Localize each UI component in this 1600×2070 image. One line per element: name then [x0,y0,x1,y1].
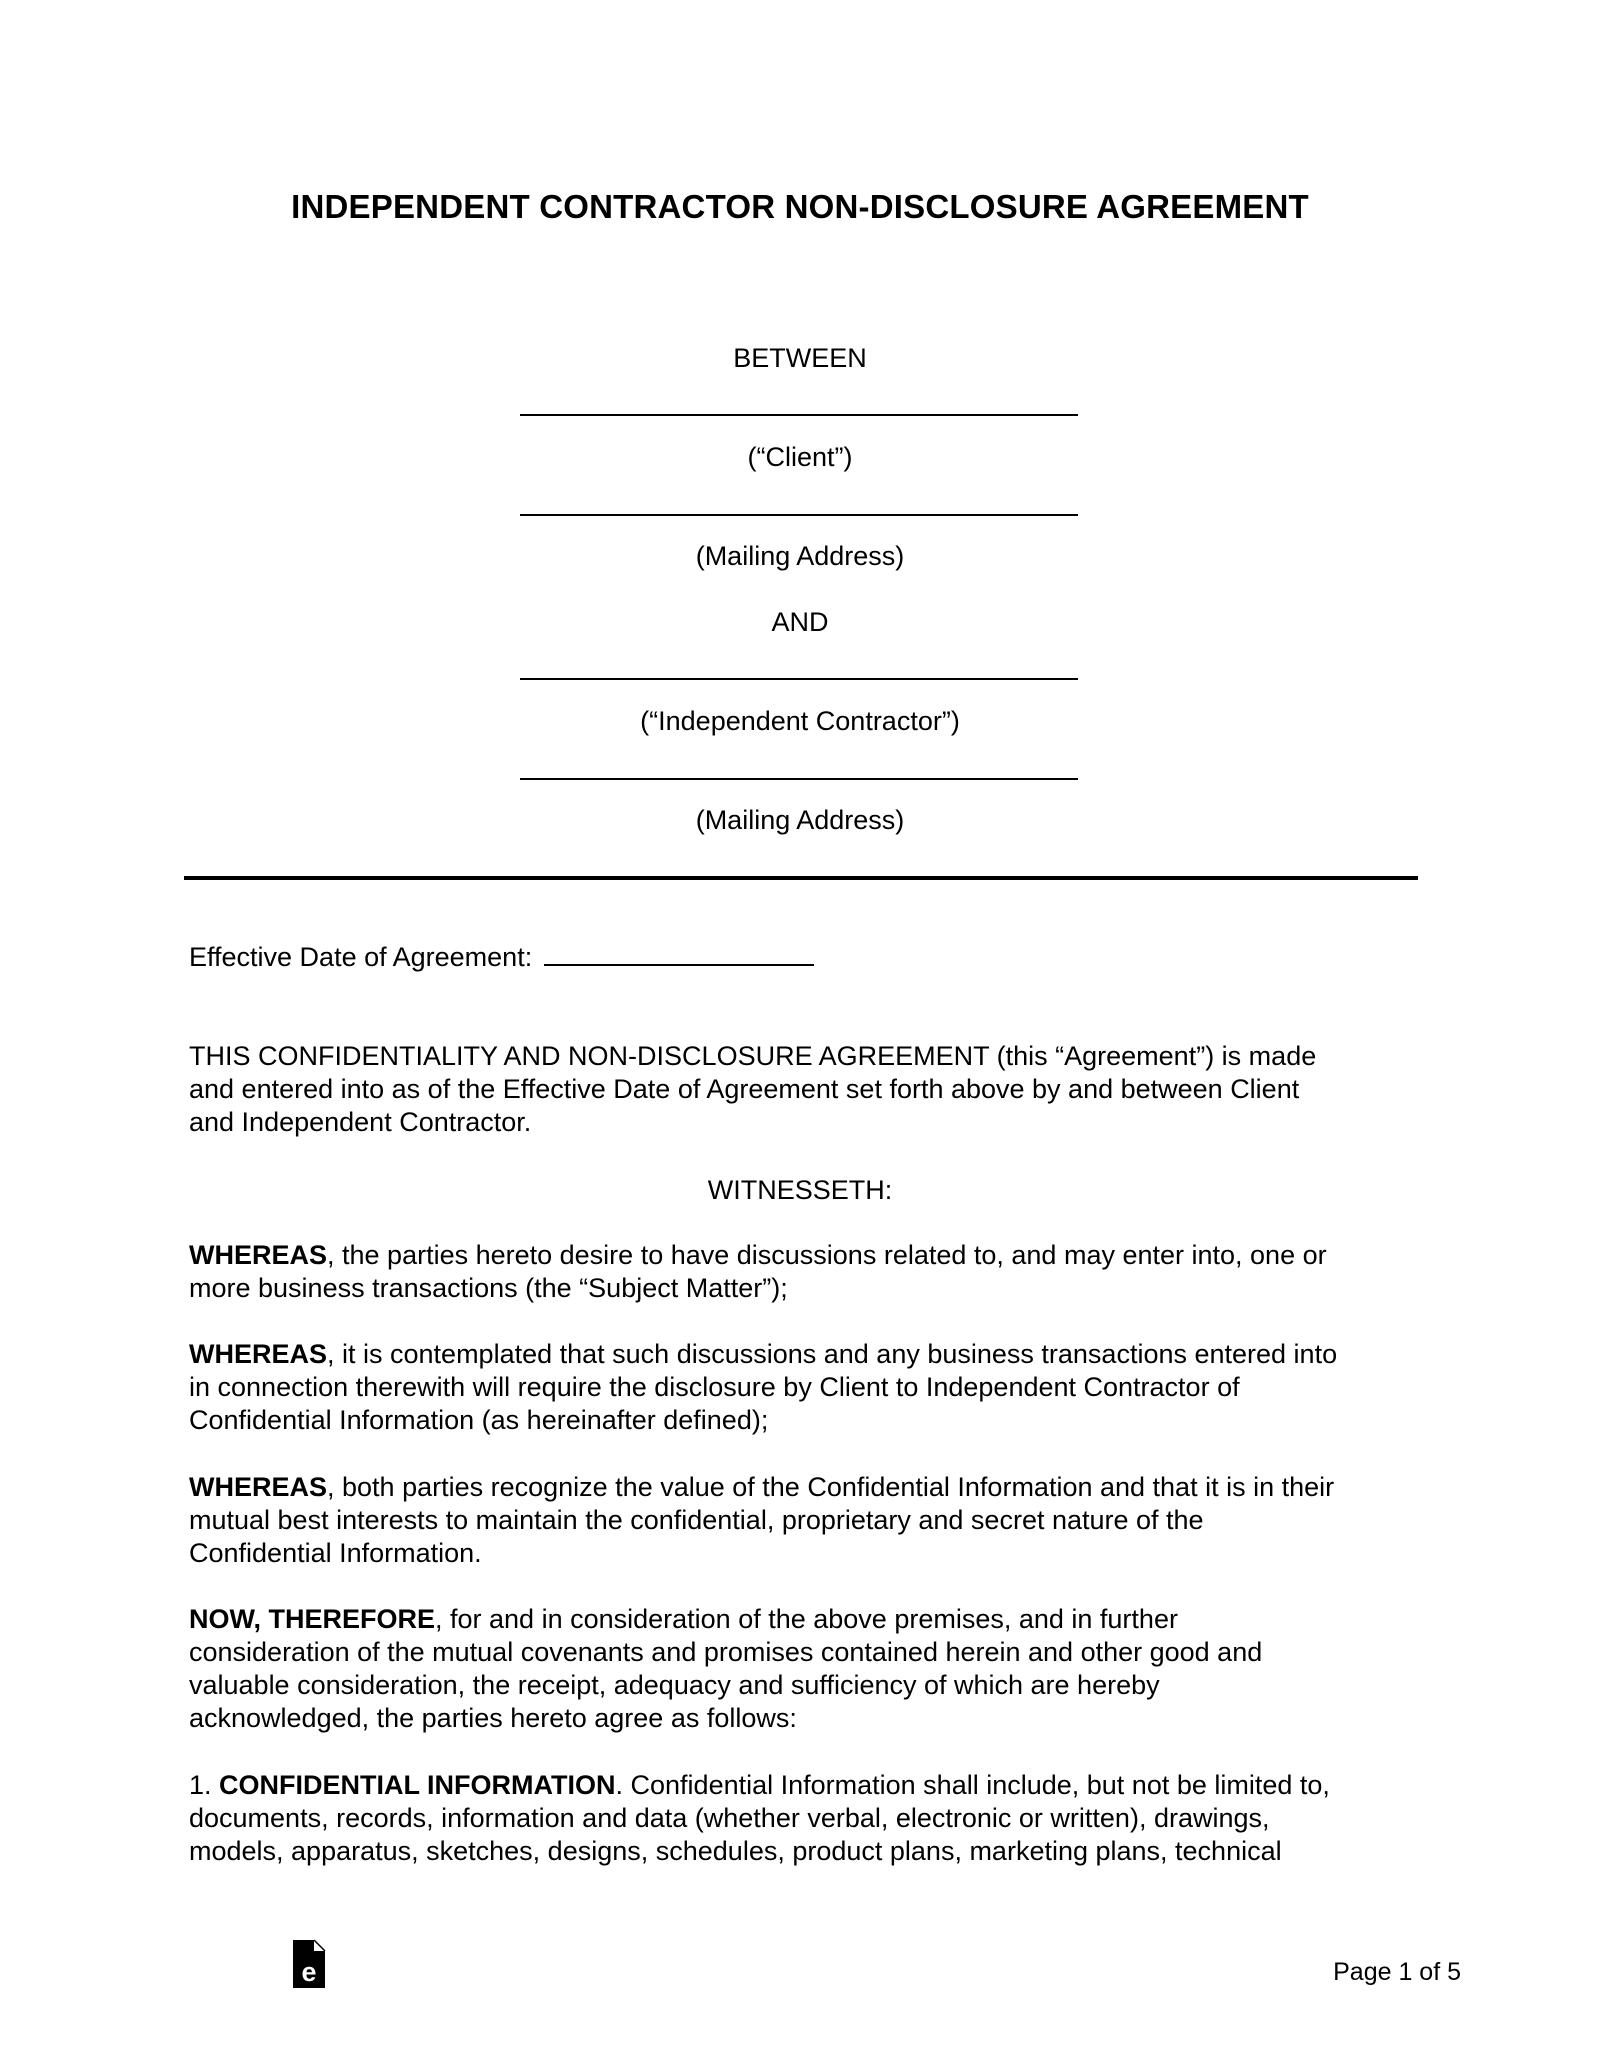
paragraph-line [189,1338,1429,1371]
paragraph-line [189,1239,1429,1272]
effective-date-label: Effective Date of Agreement: [189,942,533,972]
paragraph-text: , it is contemplated that such discussions and any business transactions entered into [327,1339,1338,1369]
effective-date-row [189,941,1429,974]
therefore-paragraph [189,1603,1429,1735]
paragraph-text: , the parties hereto desire to have discussions related to, and may enter into, one or [327,1240,1327,1270]
therefore-keyword: NOW, THEREFORE [189,1604,436,1634]
client-name-blank[interactable] [520,414,1078,416]
section-divider [184,876,1418,880]
whereas-paragraph-1 [189,1239,1429,1305]
section-1-paragraph [189,1769,1429,1868]
intro-line: THIS CONFIDENTIALITY AND NON-DISCLOSURE AGREEMENT (this “Agreement”) is made [189,1041,1317,1071]
paragraph-text: , both parties recognize the value of the Confidential Information and that it is in their [327,1472,1335,1502]
paragraph-text: . Confidential Information shall include, but not be limited to, [615,1770,1330,1800]
paragraph-line: consideration of the mutual covenants and promises contained herein and other good and [189,1637,1263,1667]
whereas-keyword: WHEREAS [189,1240,328,1270]
svg-text:e: e [301,1957,317,1987]
paragraph-line [189,1603,1429,1636]
document-title: INDEPENDENT CONTRACTOR NON-DISCLOSURE AGREEMENT [291,188,1309,225]
paragraph-line: mutual best interests to maintain the confidential, proprietary and secret nature of the [189,1505,1204,1535]
paragraph-line: models, apparatus, sketches, designs, schedules, product plans, marketing plans, technical [189,1836,1282,1866]
paragraph-line [189,1471,1429,1504]
paragraph-line: documents, records, information and data (whether verbal, electronic or written), drawings, [189,1803,1270,1833]
paragraph-line: Confidential Information. [189,1538,482,1568]
intro-line: and entered into as of the Effective Date of Agreement set forth above by and between Client [189,1074,1300,1104]
whereas-keyword: WHEREAS [189,1339,328,1369]
contractor-address-blank[interactable] [520,778,1078,780]
client-label: (“Client”) [747,442,853,472]
between-label: BETWEEN [733,343,867,373]
intro-paragraph [189,1040,1429,1139]
page-number: Page 1 of 5 [1333,1958,1461,1986]
whereas-keyword: WHEREAS [189,1472,328,1502]
client-address-label: (Mailing Address) [695,541,905,571]
section-number: 1. [189,1770,220,1800]
paragraph-line: acknowledged, the parties hereto agree as follows: [189,1703,797,1733]
paragraph-line: valuable consideration, the receipt, adequacy and sufficiency of which are hereby [189,1670,1160,1700]
paragraph-line [189,1769,1429,1802]
paragraph-line: more business transactions (the “Subject Matter”); [189,1273,788,1303]
effective-date-blank[interactable] [544,964,814,966]
contractor-address-label: (Mailing Address) [695,805,905,835]
section-heading: CONFIDENTIAL INFORMATION [219,1770,616,1800]
eforms-logo-icon [290,1938,328,1990]
client-address-blank[interactable] [520,514,1078,516]
witnesseth-heading: WITNESSETH: [707,1175,893,1205]
paragraph-line: in connection therewith will require the disclosure by Client to Independent Contractor of [189,1372,1240,1402]
paragraph-line: Confidential Information (as hereinafter defined); [189,1405,769,1435]
whereas-paragraph-3 [189,1471,1429,1570]
contractor-label: (“Independent Contractor”) [640,706,960,736]
contractor-name-blank[interactable] [520,678,1078,680]
paragraph-text: , for and in consideration of the above premises, and in further [435,1604,1178,1634]
intro-line: and Independent Contractor. [189,1107,532,1137]
and-label: AND [771,607,829,637]
whereas-paragraph-2 [189,1338,1429,1437]
